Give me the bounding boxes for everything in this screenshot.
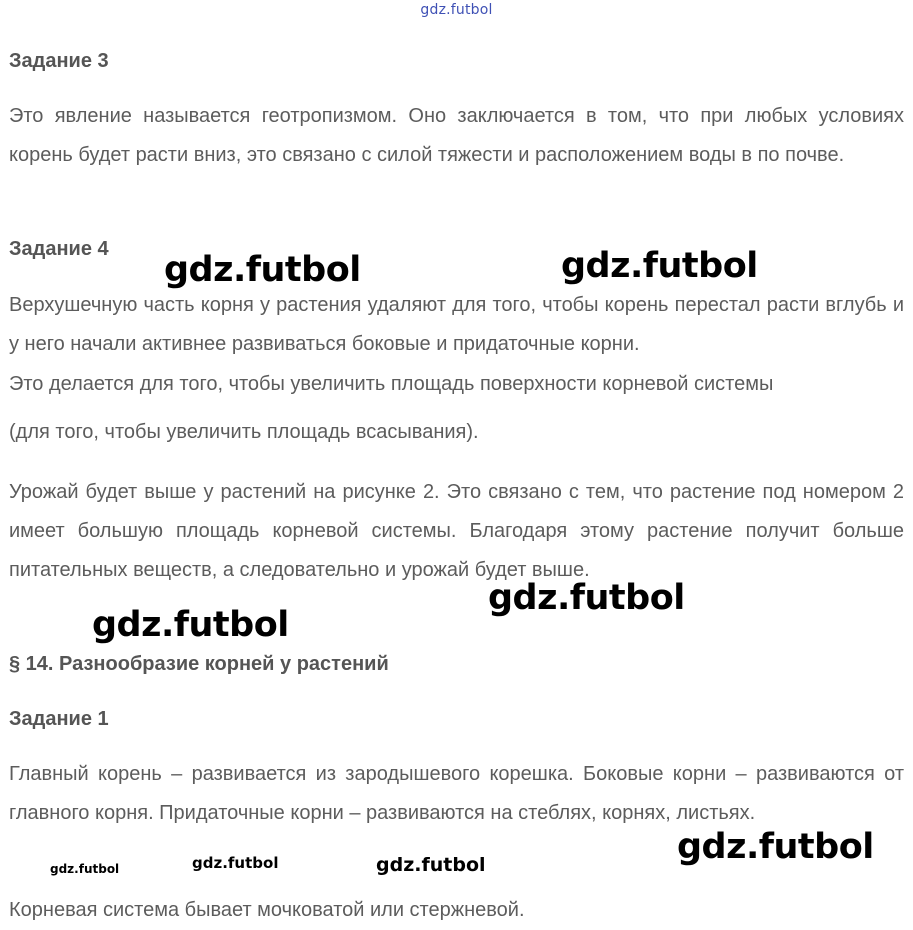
task-4-text-3: (для того, чтобы увеличить площадь всасывания). <box>9 421 479 443</box>
task-4-text-1: Верхушечную часть корня у растения удаляют для того, чтобы корень перестал расти вглубь и у него начали активнее развиваться боковые и придаточные корни. <box>9 294 904 355</box>
task-4-heading: Задание 4 <box>9 238 109 260</box>
task-1-text-1: Главный корень – развивается из зародышевого корешка. Боковые корни – развиваются от главного корня. Придаточные корни – развиваются на стеблях, корнях, листьях. <box>9 763 904 824</box>
paragraph-14-heading: § 14. Разнообразие корней у растений <box>9 653 389 675</box>
watermark-6: gdz.futbol <box>50 862 120 876</box>
task-1-text-2: Корневая система бывает мочковатой или стержневой. <box>9 899 525 921</box>
task-1-heading: Задание 1 <box>9 708 109 730</box>
watermark-top: gdz.futbol <box>420 2 493 18</box>
watermark-3: gdz.futbol <box>488 578 685 618</box>
task-3-text: Это явление называется геотропизмом. Оно заключается в том, что при любых условиях корень будет расти вниз, это связано с силой тяжести и расположением воды в по почве. <box>9 105 904 166</box>
task-4-text-4: Урожай будет выше у растений на рисунке 2. Это связано с тем, что растение под номером 2 имеет большую площадь корневой системы. Благодаря этому растение получит больше питательных веществ, а следовательно и урожай будет выше. <box>9 481 904 581</box>
watermark-5: gdz.futbol <box>677 827 874 867</box>
watermark-4: gdz.futbol <box>92 605 289 645</box>
watermark-7: gdz.futbol <box>192 854 279 872</box>
watermark-1: gdz.futbol <box>164 250 361 290</box>
watermark-2: gdz.futbol <box>561 246 758 286</box>
watermark-8: gdz.futbol <box>376 854 486 876</box>
task-4-text-2: Это делается для того, чтобы увеличить площадь поверхности корневой системы <box>9 373 774 395</box>
task-3-heading: Задание 3 <box>9 50 109 72</box>
